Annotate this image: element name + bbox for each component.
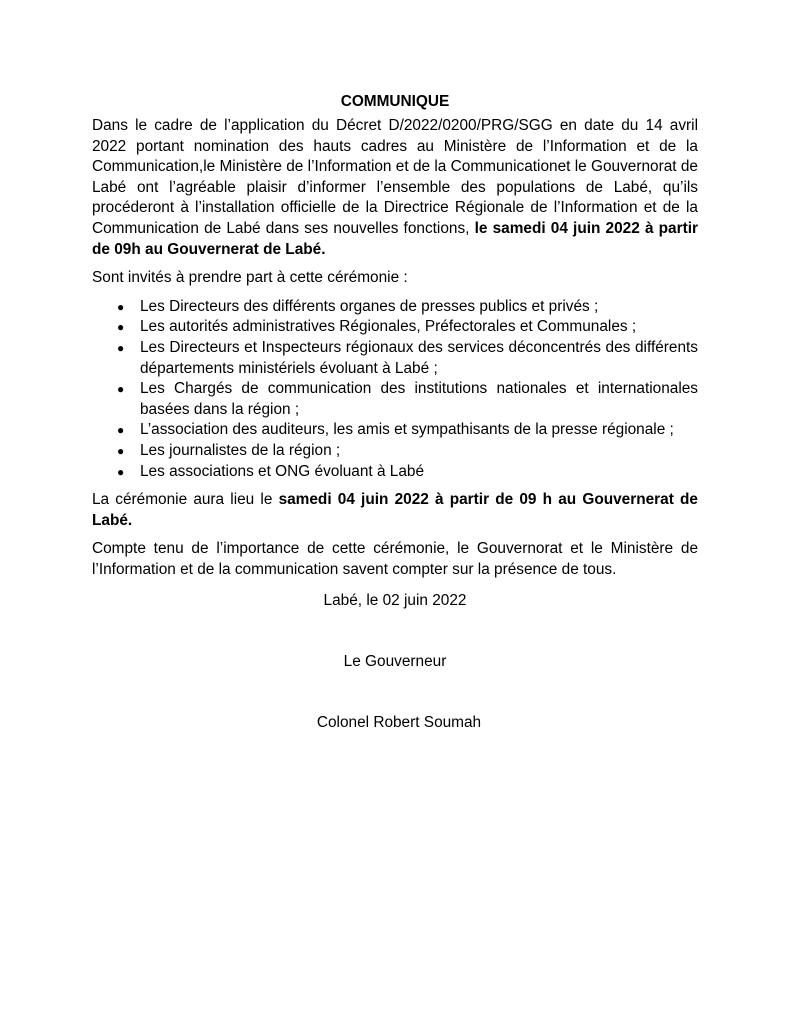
ceremony-bold-date: samedi 04 juin 2022 à partir de 09 h au Gouvernerat de Labé.: [92, 491, 698, 529]
invitee-list: [92, 297, 698, 482]
bullet-icon: ●: [117, 382, 125, 397]
list-item-text: Les Directeurs et Inspecteurs régionaux des services déconcentrés des différents départements ministériels évoluant à Labé ;: [140, 338, 698, 377]
list-item-text: Les autorités administratives Régionales, Préfectorales et Communales ;: [140, 318, 637, 336]
signer-title: Le Gouverneur: [343, 653, 447, 671]
document-page: [92, 92, 698, 733]
bullet-icon: ●: [117, 340, 125, 355]
list-item: [92, 420, 698, 441]
list-item-text: Les Directeurs des différents organes de presses publics et privés ;: [140, 297, 599, 315]
intro-paragraph: [92, 116, 698, 260]
closing-paragraph: Compte tenu de l’importance de cette cérémonie, le Gouvernorat et le Ministère de l’Information et de la communication savent compter sur la présence de tous.: [92, 540, 698, 578]
list-item: [92, 379, 698, 420]
invited-heading: Sont invités à prendre part à cette cérémonie :: [92, 269, 408, 287]
ceremony-text: La cérémonie aura lieu le: [92, 491, 279, 509]
place-date: Labé, le 02 juin 2022: [323, 592, 467, 610]
list-item: [92, 462, 698, 483]
intro-text: Dans le cadre de l’application du Décret D/2022/0200/PRG/SGG en date du 14 avril 2022 portant nomination des hauts cadres au Ministère de l’Information et de la Communication,le Ministère de l’Information et de la Communicationet le Gouvernorat de Labé ont l’agréable plaisir d’informer l’ensemble des populations de Labé, qu’ils procéderont à l’installation officielle de la Directrice Régionale de l’Information et de la Communication de Labé dans ses nouvelles fonctions,: [92, 117, 698, 237]
list-item-text: Les Chargés de communication des institutions nationales et internationales basées dans la région ;: [140, 380, 698, 418]
signer-name: Colonel Robert Soumah: [316, 713, 482, 731]
bullet-icon: ●: [117, 320, 125, 335]
list-item: [92, 317, 698, 338]
bullet-icon: ●: [117, 299, 125, 314]
list-item: [92, 297, 698, 318]
bullet-icon: ●: [117, 443, 125, 458]
list-item-text: Les journalistes de la région ;: [140, 441, 341, 459]
list-item: [92, 338, 698, 379]
bullet-icon: ●: [117, 423, 125, 438]
bullet-icon: ●: [117, 464, 125, 479]
ceremony-paragraph: [92, 490, 698, 531]
list-item: [92, 441, 698, 462]
list-item-text: Les associations et ONG évoluant à Labé: [140, 462, 425, 480]
intro-bold-date: le samedi 04 juin 2022 à partir de 09h au Gouvernerat de Labé.: [92, 219, 698, 258]
document-title: COMMUNIQUE: [340, 93, 450, 110]
list-item-text: L’association des auditeurs, les amis et sympathisants de la presse régionale ;: [140, 421, 674, 439]
